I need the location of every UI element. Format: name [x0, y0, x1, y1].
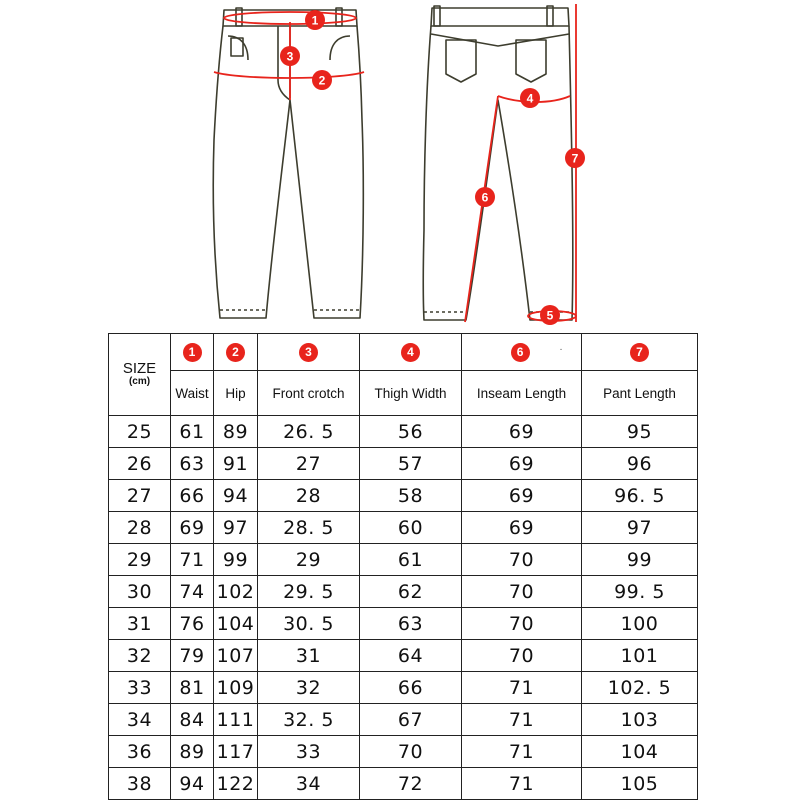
- inseam-length-cell: 69: [462, 416, 582, 448]
- marker-7: [565, 148, 585, 168]
- inseam-length-cell: 69: [462, 448, 582, 480]
- marker-5: [540, 305, 560, 325]
- pants-measurement-figure: [0, 0, 800, 330]
- table-row: [109, 736, 698, 768]
- table-row: [109, 576, 698, 608]
- waist-cell: 79: [171, 640, 214, 672]
- waist-cell: 63: [171, 448, 214, 480]
- size-cell: 31: [109, 608, 171, 640]
- front-crotch-cell: 29: [258, 544, 360, 576]
- waist-cell: 89: [171, 736, 214, 768]
- marker-2: [312, 70, 332, 90]
- stray-dot: .: [559, 341, 563, 353]
- header-inseam-length: Inseam Length: [462, 371, 582, 416]
- marker-6: [475, 187, 495, 207]
- hip-cell: 99: [214, 544, 258, 576]
- size-cell: 33: [109, 672, 171, 704]
- thigh-width-cell: 57: [360, 448, 462, 480]
- hip-cell: 104: [214, 608, 258, 640]
- inseam-length-cell: 69: [462, 480, 582, 512]
- inseam-length-cell: 70: [462, 544, 582, 576]
- table-row: [109, 608, 698, 640]
- front-crotch-cell: 29. 5: [258, 576, 360, 608]
- header-front-crotch: Front crotch: [258, 371, 360, 416]
- header-badge-front-crotch: [258, 334, 360, 371]
- size-cell: 27: [109, 480, 171, 512]
- inseam-length-cell: 71: [462, 768, 582, 800]
- thigh-width-cell: 60: [360, 512, 462, 544]
- svg-text:3: 3: [286, 49, 294, 64]
- svg-text:2: 2: [318, 73, 326, 88]
- size-header-label: SIZE: [122, 360, 157, 377]
- waist-cell: 66: [171, 480, 214, 512]
- size-cell: 25: [109, 416, 171, 448]
- pant-length-cell: 101: [582, 640, 698, 672]
- pant-length-cell: 99. 5: [582, 576, 698, 608]
- waist-cell: 74: [171, 576, 214, 608]
- hip-cell: 109: [214, 672, 258, 704]
- thigh-width-cell: 56: [360, 416, 462, 448]
- front-crotch-cell: 28. 5: [258, 512, 360, 544]
- hip-cell: 94: [214, 480, 258, 512]
- hip-cell: 97: [214, 512, 258, 544]
- pant-length-cell: 104: [582, 736, 698, 768]
- svg-text:5: 5: [546, 308, 554, 323]
- thigh-width-cell: 58: [360, 480, 462, 512]
- header-pant-length: Pant Length: [582, 371, 698, 416]
- pant-length-cell: 97: [582, 512, 698, 544]
- header-badge-thigh-width: [360, 334, 462, 371]
- front-crotch-cell: 32. 5: [258, 704, 360, 736]
- waist-cell: 84: [171, 704, 214, 736]
- svg-text:4: 4: [526, 91, 534, 106]
- badge-6-icon: 6: [511, 343, 530, 362]
- pant-length-cell: 96: [582, 448, 698, 480]
- pant-length-cell: 102. 5: [582, 672, 698, 704]
- thigh-width-cell: 67: [360, 704, 462, 736]
- front-crotch-cell: 33: [258, 736, 360, 768]
- hip-cell: 107: [214, 640, 258, 672]
- thigh-width-cell: 62: [360, 576, 462, 608]
- inseam-length-cell: 71: [462, 704, 582, 736]
- header-hip: Hip: [214, 371, 258, 416]
- header-badge-waist: [171, 334, 214, 371]
- pant-length-cell: 95: [582, 416, 698, 448]
- pant-length-cell: 99: [582, 544, 698, 576]
- hip-cell: 91: [214, 448, 258, 480]
- front-crotch-cell: 30. 5: [258, 608, 360, 640]
- waist-cell: 71: [171, 544, 214, 576]
- size-cell: 30: [109, 576, 171, 608]
- thigh-width-cell: 66: [360, 672, 462, 704]
- size-cell: 38: [109, 768, 171, 800]
- size-header-cell: [109, 334, 171, 416]
- hip-cell: 102: [214, 576, 258, 608]
- front-crotch-cell: 31: [258, 640, 360, 672]
- header-thigh-width: Thigh Width: [360, 371, 462, 416]
- hip-cell: 89: [214, 416, 258, 448]
- badge-7-icon: 7: [630, 343, 649, 362]
- table-row: [109, 448, 698, 480]
- size-cell: 32: [109, 640, 171, 672]
- size-cell: 28: [109, 512, 171, 544]
- thigh-width-cell: 70: [360, 736, 462, 768]
- header-waist: Waist: [171, 371, 214, 416]
- unit-label: (cm): [128, 376, 151, 387]
- badge-4-icon: 4: [401, 343, 420, 362]
- table-row: [109, 704, 698, 736]
- table-row: [109, 768, 698, 800]
- inseam-length-cell: 70: [462, 608, 582, 640]
- badge-3-icon: 3: [299, 343, 318, 362]
- table-row: [109, 480, 698, 512]
- size-cell: 36: [109, 736, 171, 768]
- svg-text:6: 6: [481, 190, 489, 205]
- measure-markers: [280, 10, 585, 325]
- thigh-width-cell: 64: [360, 640, 462, 672]
- marker-1: [305, 10, 325, 30]
- front-crotch-cell: 34: [258, 768, 360, 800]
- inseam-length-cell: 69: [462, 512, 582, 544]
- badge-2-icon: 2: [226, 343, 245, 362]
- measurement-lines: [214, 4, 576, 322]
- front-crotch-cell: 27: [258, 448, 360, 480]
- svg-text:7: 7: [571, 151, 579, 166]
- header-label-row: [109, 371, 698, 416]
- thigh-width-cell: 63: [360, 608, 462, 640]
- pant-length-cell: 103: [582, 704, 698, 736]
- inseam-length-cell: 71: [462, 736, 582, 768]
- table-row: [109, 512, 698, 544]
- marker-3: [280, 46, 300, 66]
- pant-length-cell: 100: [582, 608, 698, 640]
- header-badge-inseam-length: [462, 334, 582, 371]
- waist-cell: 61: [171, 416, 214, 448]
- waist-cell: 94: [171, 768, 214, 800]
- table-row: [109, 640, 698, 672]
- inseam-length-cell: 70: [462, 576, 582, 608]
- front-crotch-cell: 26. 5: [258, 416, 360, 448]
- header-badge-row: [109, 334, 698, 371]
- hip-cell: 111: [214, 704, 258, 736]
- thigh-width-cell: 72: [360, 768, 462, 800]
- front-crotch-cell: 28: [258, 480, 360, 512]
- header-badge-pant-length: [582, 334, 698, 371]
- size-cell: 34: [109, 704, 171, 736]
- marker-4: [520, 88, 540, 108]
- inseam-length-cell: 71: [462, 672, 582, 704]
- table-row: [109, 672, 698, 704]
- size-cell: 26: [109, 448, 171, 480]
- front-crotch-cell: 32: [258, 672, 360, 704]
- hip-cell: 117: [214, 736, 258, 768]
- header-badge-hip: [214, 334, 258, 371]
- waist-cell: 76: [171, 608, 214, 640]
- inseam-length-cell: 70: [462, 640, 582, 672]
- waist-cell: 81: [171, 672, 214, 704]
- waist-cell: 69: [171, 512, 214, 544]
- svg-text:1: 1: [311, 13, 319, 28]
- pant-length-cell: 105: [582, 768, 698, 800]
- pant-length-cell: 96. 5: [582, 480, 698, 512]
- badge-1-icon: 1: [183, 343, 202, 362]
- hip-cell: 122: [214, 768, 258, 800]
- table-row: [109, 544, 698, 576]
- size-chart-table: [108, 333, 698, 800]
- back-view-pants: [423, 6, 573, 320]
- thigh-width-cell: 61: [360, 544, 462, 576]
- size-cell: 29: [109, 544, 171, 576]
- size-chart-body: [109, 334, 698, 800]
- table-row: [109, 416, 698, 448]
